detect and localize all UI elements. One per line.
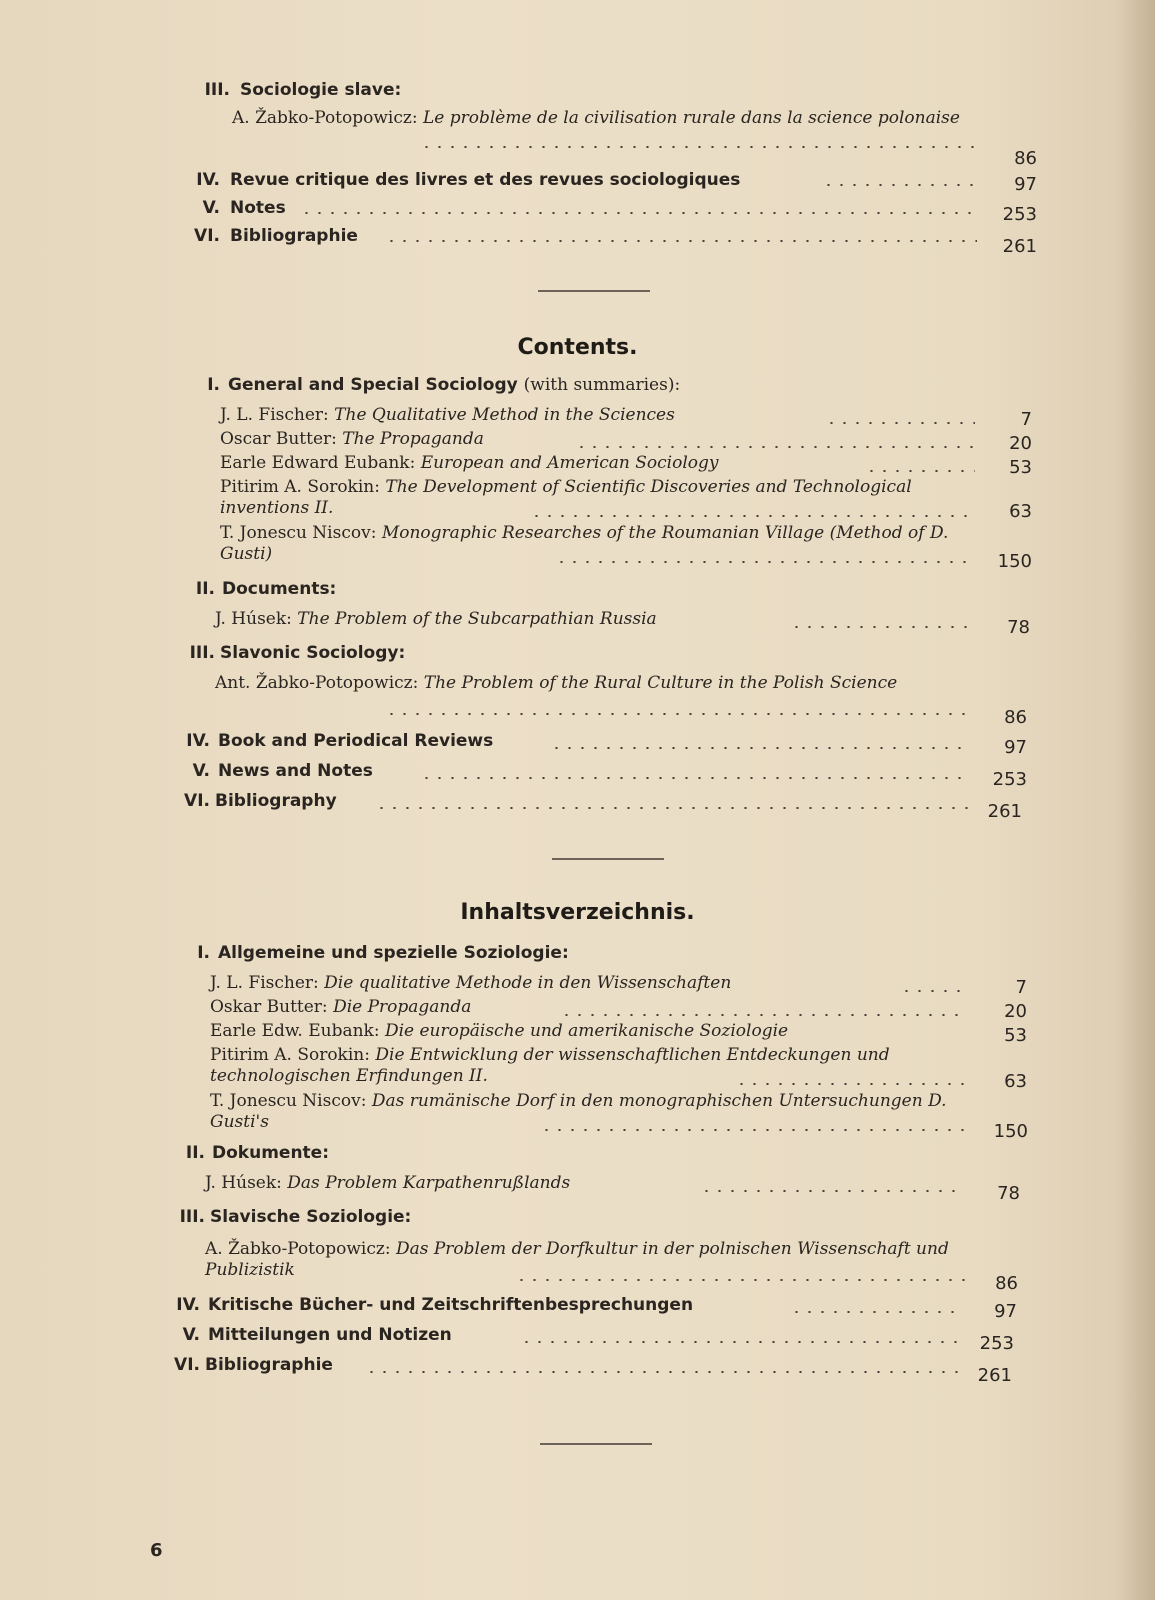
entry-title: The Qualitative Method in the Sciences <box>334 405 675 425</box>
entry-title: Die Entwicklung der wissenschaftlichen Entdeckungen und technologischen Erfindungen II. <box>210 1045 890 1086</box>
toc-entry <box>0 997 1155 1021</box>
entry-author: Earle Edw. Eubank: <box>210 1021 380 1041</box>
part-iv <box>0 170 1155 198</box>
part-number: III. <box>189 643 215 663</box>
part-label: Revue critique des livres et des revues sociologiques <box>230 170 741 190</box>
entry-title: Das Problem Karpathenrußlands <box>287 1173 571 1193</box>
toc-entry <box>0 1045 1155 1091</box>
page-number: 261 <box>977 1365 1012 1386</box>
dot-leader <box>575 446 975 448</box>
entry-text <box>210 1091 960 1133</box>
inhalt-list <box>0 943 1155 1385</box>
page-number: 7 <box>1015 977 1027 998</box>
part-vi <box>0 226 1155 257</box>
dot-leader <box>560 1014 965 1016</box>
part-label-text: General and Special Sociology <box>228 375 518 395</box>
part-label: Mitteilungen und Notizen <box>208 1325 452 1345</box>
entry-author: Earle Edward Eubank: <box>220 453 416 473</box>
part-number: II. <box>195 579 215 599</box>
section-heading: Inhaltsverzeichnis. <box>460 900 695 925</box>
entry-title: Das Problem der Dorfkultur in der polnischen Wissenschaft und Publizistik <box>205 1239 949 1280</box>
entry-text <box>220 453 719 474</box>
dot-leader <box>515 1279 965 1281</box>
entry-author: A. Žabko-Potopowicz: <box>232 108 418 128</box>
entry-title: Die europäische und amerikanische Soziologie <box>384 1021 789 1041</box>
page-number: 86 <box>1004 707 1027 728</box>
dot-leader <box>735 1083 965 1085</box>
part-number: III. <box>179 1207 205 1227</box>
page-number: 20 <box>1009 433 1032 454</box>
section-heading: Contents. <box>517 335 638 360</box>
part-label: Documents: <box>222 579 337 599</box>
part-number: VI. <box>194 226 220 246</box>
part-iii <box>0 80 1155 108</box>
contents-list <box>0 375 1155 821</box>
entry-author: J. L. Fischer: <box>210 973 319 993</box>
folio-page-number: 6 <box>150 1540 163 1561</box>
entry-text <box>205 1173 570 1194</box>
part-number: I. <box>197 943 210 963</box>
part-label-note: (with summaries): <box>523 375 681 395</box>
part-label: Allgemeine und spezielle Soziologie: <box>218 943 569 963</box>
part-label: News and Notes <box>218 761 373 781</box>
part-number: V. <box>192 761 210 781</box>
toc-entry <box>0 429 1155 453</box>
part-label: Kritische Bücher- und Zeitschriftenbesprechungen <box>208 1295 694 1315</box>
entry-author: Ant. Žabko-Potopowicz: <box>215 673 419 693</box>
entry-author: Pitirim A. Sorokin: <box>210 1045 370 1065</box>
entry-author: T. Jonescu Niscov: <box>220 523 377 543</box>
part-iii <box>0 1207 1155 1239</box>
page-number: 78 <box>997 1183 1020 1204</box>
entry-text <box>220 477 970 519</box>
page-number: 253 <box>992 769 1027 790</box>
entry-title: Le problème de la civilisation rurale dans la science polonaise <box>422 108 960 128</box>
part-label: Dokumente: <box>212 1143 329 1163</box>
part-ii <box>0 1143 1155 1173</box>
entry-text <box>220 429 484 450</box>
page-number: 86 <box>995 1273 1018 1294</box>
part-label: Bibliographie <box>230 226 358 246</box>
part-iv <box>0 1295 1155 1325</box>
entry-text <box>232 108 972 129</box>
entry-author: J. Húsek: <box>215 609 292 629</box>
entry-title: The Problem of the Rural Culture in the Polish Science <box>423 673 898 693</box>
page-number: 53 <box>1004 1025 1027 1046</box>
part-number: VI. <box>184 791 210 811</box>
part-v <box>0 761 1155 791</box>
toc-entry <box>0 973 1155 997</box>
entry-text <box>220 405 675 426</box>
entry-author: Oscar Butter: <box>220 429 337 449</box>
page-number: 78 <box>1007 617 1030 638</box>
part-label: Book and Periodical Reviews <box>218 731 494 751</box>
toc-entry <box>0 405 1155 429</box>
part-number: III. <box>204 80 230 100</box>
section-contents <box>0 335 1155 360</box>
entry-title: Die Propaganda <box>333 997 472 1017</box>
part-number: I. <box>207 375 220 395</box>
dot-leader <box>530 515 975 517</box>
part-v <box>0 1325 1155 1355</box>
page-number: 63 <box>1004 1071 1027 1092</box>
entry-author: J. Húsek: <box>205 1173 282 1193</box>
toc-entry <box>0 108 1155 170</box>
section-divider <box>540 1443 652 1445</box>
entry-text <box>215 609 657 630</box>
page-number: 86 <box>1014 148 1037 169</box>
part-label <box>228 375 680 395</box>
entry-text <box>210 1045 960 1087</box>
page-number: 20 <box>1004 1001 1027 1022</box>
part-number: II. <box>185 1143 205 1163</box>
part-label: Slavische Soziologie: <box>210 1207 412 1227</box>
page-number: 7 <box>1020 409 1032 430</box>
entry-title: The Development of Scientific Discoveries and Technological inventions II. <box>220 477 912 518</box>
dot-leader <box>555 561 975 563</box>
entry-author: Oskar Butter: <box>210 997 328 1017</box>
entry-title: Die qualitative Methode in den Wissenschaften <box>324 973 732 993</box>
part-number: VI. <box>174 1355 200 1375</box>
entry-title: The Propaganda <box>342 429 484 449</box>
dot-leader <box>865 470 975 472</box>
part-number: IV. <box>196 170 220 190</box>
part-label: Bibliographie <box>205 1355 333 1375</box>
part-iii <box>0 643 1155 673</box>
page-number: 53 <box>1009 457 1032 478</box>
toc-entry <box>0 523 1155 573</box>
page-number: 63 <box>1009 501 1032 522</box>
dot-leader <box>365 1371 960 1373</box>
dot-leader <box>825 422 975 424</box>
entry-author: A. Žabko-Potopowicz: <box>205 1239 391 1259</box>
part-label: Slavonic Sociology: <box>220 643 406 663</box>
toc-entry <box>0 1091 1155 1141</box>
page-number: 97 <box>994 1301 1017 1322</box>
entry-text <box>205 1239 955 1281</box>
dot-leader <box>550 747 970 749</box>
dot-leader <box>790 626 970 628</box>
section-divider <box>538 290 650 292</box>
section-french <box>0 80 1155 257</box>
dot-leader <box>375 807 970 809</box>
entry-text <box>220 523 970 565</box>
toc-entry <box>0 609 1155 643</box>
entry-text <box>210 997 471 1018</box>
part-number: V. <box>182 1325 200 1345</box>
dot-leader <box>420 777 970 779</box>
toc-entry <box>0 673 1155 731</box>
part-number: IV. <box>176 1295 200 1315</box>
section-inhaltsverzeichnis <box>0 900 1155 925</box>
part-number: IV. <box>186 731 210 751</box>
part-iv <box>0 731 1155 761</box>
part-vi <box>0 791 1155 821</box>
part-i <box>0 943 1155 973</box>
dot-leader <box>420 146 980 148</box>
page-number: 253 <box>979 1333 1014 1354</box>
dot-leader <box>700 1190 965 1192</box>
dot-leader <box>385 240 977 242</box>
dot-leader <box>385 713 970 715</box>
entry-title: Das rumänische Dorf in den monographischen Untersuchungen D. Gusti's <box>210 1091 947 1132</box>
entry-title: The Problem of the Subcarpathian Russia <box>297 609 657 629</box>
part-vi <box>0 1355 1155 1385</box>
dot-leader <box>300 212 977 214</box>
entry-title: European and American Sociology <box>420 453 719 473</box>
page-number: 261 <box>1002 236 1037 257</box>
toc-entry <box>0 1173 1155 1207</box>
page-number: 150 <box>997 551 1032 572</box>
toc-entry <box>0 1239 1155 1295</box>
part-ii <box>0 579 1155 609</box>
part-label: Sociologie slave: <box>240 80 402 100</box>
part-v <box>0 198 1155 226</box>
page-number: 261 <box>987 801 1022 822</box>
part-number: V. <box>202 198 220 218</box>
toc-entry <box>0 477 1155 523</box>
toc-entry <box>0 1021 1155 1045</box>
dot-leader <box>540 1129 965 1131</box>
dot-leader <box>822 184 977 186</box>
part-label: Notes <box>230 198 286 218</box>
section-divider <box>552 858 664 860</box>
part-i <box>0 375 1155 405</box>
page-number: 150 <box>993 1121 1028 1142</box>
part-label: Bibliography <box>215 791 337 811</box>
dot-leader <box>900 990 965 992</box>
toc-entry <box>0 453 1155 477</box>
entry-text <box>215 673 965 694</box>
dot-leader <box>520 1341 960 1343</box>
entry-author: T. Jonescu Niscov: <box>210 1091 367 1111</box>
entry-author: J. L. Fischer: <box>220 405 329 425</box>
page-number: 97 <box>1014 174 1037 195</box>
entry-text <box>210 1021 788 1042</box>
entry-title: Monographic Researches of the Roumanian Village (Method of D. Gusti) <box>220 523 949 564</box>
entry-text <box>210 973 731 994</box>
dot-leader <box>790 1311 960 1313</box>
page-number: 253 <box>1002 204 1037 225</box>
page-number: 97 <box>1004 737 1027 758</box>
entry-author: Pitirim A. Sorokin: <box>220 477 380 497</box>
